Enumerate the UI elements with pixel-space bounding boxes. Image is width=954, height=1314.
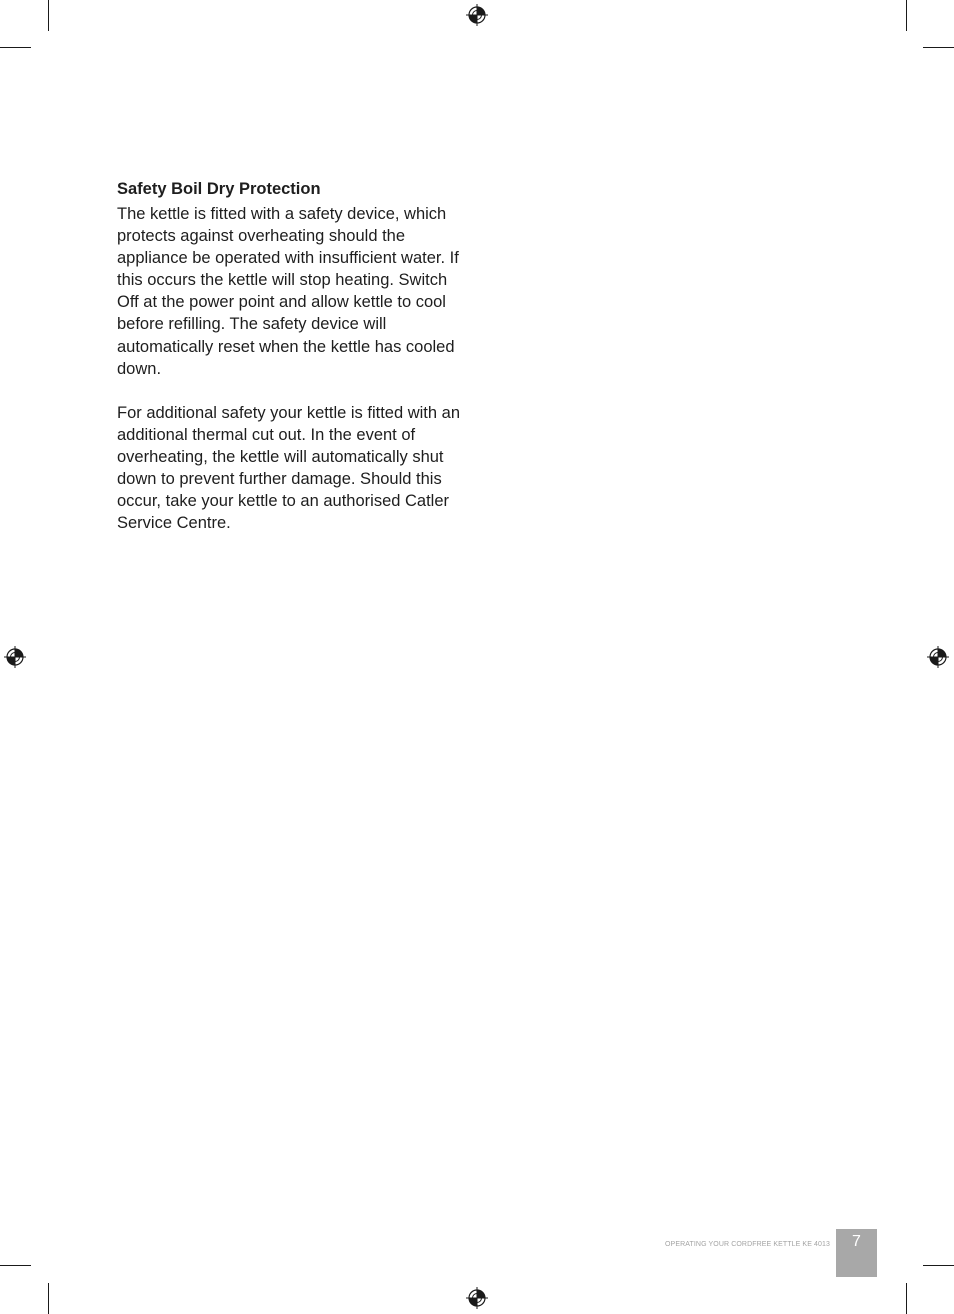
- crop-mark-top-left-horizontal: [0, 47, 31, 48]
- crop-mark-bottom-right-horizontal: [923, 1265, 954, 1266]
- crop-mark-bottom-right-vertical: [906, 1283, 907, 1314]
- crop-mark-top-right-horizontal: [923, 47, 954, 48]
- registration-mark-left-icon: [4, 646, 26, 668]
- section-heading: Safety Boil Dry Protection: [117, 180, 321, 198]
- paragraph-thermal-cutout: For additional safety your kettle is fitted with an additional thermal cut out. In the event of overheating, the kettle will automatically shut down to prevent further damage. Should this occur, take your kettle to an authorised Catler Service Centre.: [117, 403, 461, 533]
- crop-mark-bottom-left-horizontal: [0, 1265, 31, 1266]
- registration-mark-bottom-icon: [466, 1287, 488, 1309]
- page-number-box: [836, 1229, 877, 1277]
- crop-mark-bottom-left-vertical: [48, 1283, 49, 1314]
- registration-mark-top-icon: [466, 4, 488, 26]
- running-footer-title: OPERATING YOUR CORDFREE KETTLE KE 4013: [665, 1241, 830, 1248]
- crop-mark-top-right-vertical: [906, 0, 907, 31]
- paragraph-boil-dry: The kettle is fitted with a safety device, which protects against overheating should the appliance be operated with insufficient water. If this occurs the kettle will stop heating. Switch Off at the power point and allow kettle to cool before refilling. The safety device will automatically reset when the kettle has cooled down.: [117, 205, 459, 378]
- registration-mark-right-icon: [927, 646, 949, 668]
- crop-mark-top-left-vertical: [48, 0, 49, 31]
- page-number: 7: [852, 1233, 861, 1250]
- safety-section: [117, 178, 469, 534]
